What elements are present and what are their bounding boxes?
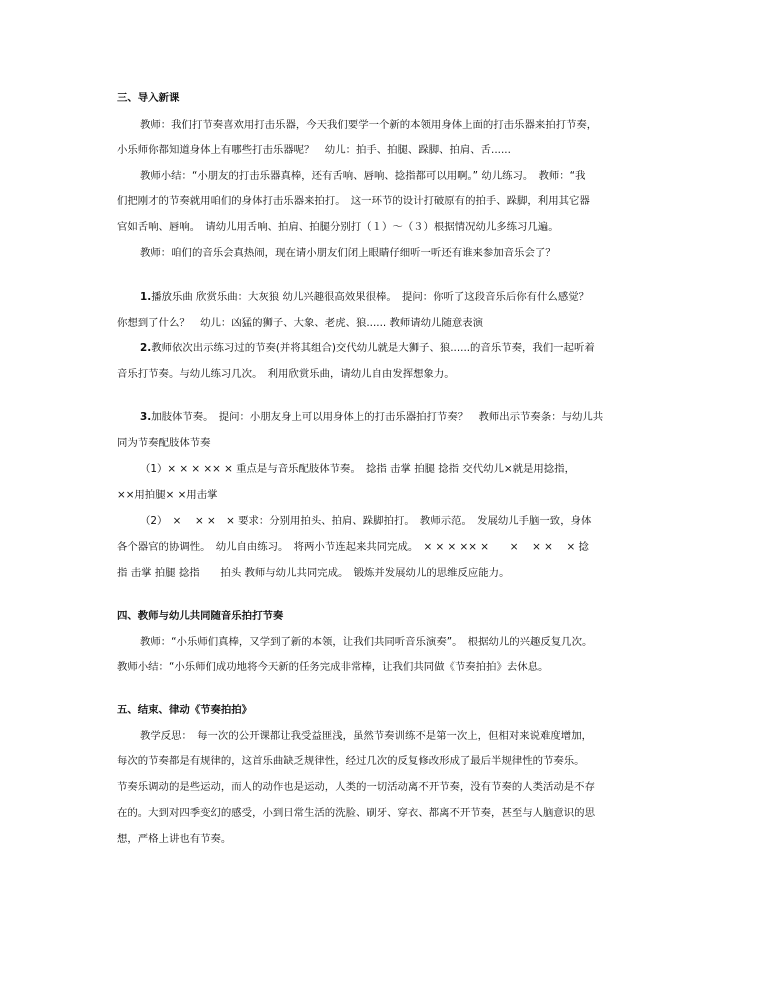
- section-heading-3: 三、导入新课: [117, 92, 180, 104]
- paragraph-line: 教师小结：“小朋友的打击乐器真棒，还有舌响、唇响、捻指都可以用啊。” 幼儿练习。 教师：“我: [140, 170, 586, 182]
- list-item-text: 教师依次出示练习过的节奏(并将其组合)交代幼儿就是大狮子、狼......的音乐节奏，我们一起听着: [151, 342, 595, 354]
- paragraph-line: 教师：我们打节奏喜欢用打击乐器，今天我们要学一个新的本领用身体上面的打击乐器来拍打节奏，: [140, 119, 598, 131]
- section-heading-4: 四、教师与幼儿共同随音乐拍打节奏: [117, 610, 284, 622]
- rhythm-line: （2） × × × × 要求：分别用拍头、拍肩、跺脚拍打。 教师示范。 发展幼儿手脑一致，身体: [140, 515, 592, 527]
- list-item-number: 1.: [140, 291, 152, 303]
- paragraph-line: 教师：“小乐师们真棒，又学到了新的本领，让我们共同听音乐演奏”。 根据幼儿的兴趣反复几次。: [140, 636, 593, 648]
- paragraph-line: 节奏乐调动的是些运动，而人的动作也是运动，人类的一切活动离不开节奏，没有节奏的人类活动是不存: [117, 781, 595, 793]
- paragraph-line: 教学反思： 每一次的公开课都让我受益匪浅，虽然节奏训练不是第一次上，但相对来说难度增加，: [140, 730, 592, 742]
- list-item-number: 2.: [140, 342, 152, 354]
- paragraph-line: 小乐师你都知道身体上有哪些打击乐器呢？ 幼儿：拍手、拍腿、跺脚、拍肩、舌......: [117, 144, 511, 156]
- paragraph-line: 你想到了什么？ 幼儿：凶猛的狮子、大象、老虎、狼...... 教师请幼儿随意表演: [117, 317, 484, 329]
- paragraph-line: 官如舌响、唇响。 请幼儿用舌响、拍肩、拍腿分别打（１）～（３）根据情况幼儿多练习几遍。: [117, 221, 559, 233]
- paragraph-line: 同为节奏配肢体节奏: [117, 437, 211, 449]
- paragraph-line: 们把刚才的节奏就用咱们的身体打击乐器来拍打。 这一环节的设计打破原有的拍手、跺脚，利用其它器: [117, 195, 590, 207]
- rhythm-line: 指 击掌 拍腿 捻指 拍头 教师与幼儿共同完成。 锻炼并发展幼儿的思维反应能力。: [117, 567, 510, 579]
- list-item-1: [140, 290, 589, 304]
- paragraph-line: 每次的节奏都是有规律的，这首乐曲缺乏规律性，经过几次的反复修改形成了最后半规律性的节奏乐。: [117, 755, 585, 767]
- paragraph-line: 教师：咱们的音乐会真热闹，现在请小朋友们闭上眼睛仔细听一听还有谁来参加音乐会了？: [140, 247, 556, 259]
- rhythm-line: ××用拍腿× ×用击掌: [117, 489, 218, 501]
- paragraph-line: 在的。大到对四季变幻的感受，小到日常生活的洗脸、刷牙、穿衣、都离不开节奏，甚至与人脑意识的思: [117, 807, 595, 819]
- list-item-3: [140, 410, 603, 424]
- list-item-number: 3.: [140, 411, 152, 423]
- list-item-text: 加肢体节奏。 提问：小朋友身上可以用身体上的打击乐器拍打节奏？ 教师出示节奏条：与幼儿共: [151, 411, 604, 423]
- rhythm-line: （1）× × × ×× × 重点是与音乐配肢体节奏。 捻指 击掌 拍腿 捻指 交代幼儿×就是用捻指，: [140, 463, 575, 475]
- paragraph-line: 想，严格上讲也有节奏。: [117, 833, 232, 845]
- section-heading-5: 五、结束、律动《节奏拍拍》: [117, 704, 253, 716]
- list-item-text: 播放乐曲 欣赏乐曲：大灰狼 幼儿兴趣很高效果很棒。 提问：你听了这段音乐后你有什么感觉？: [151, 291, 589, 303]
- paragraph-line: 音乐打节奏。与幼儿练习几次。 利用欣赏乐曲，请幼儿自由发挥想象力。: [117, 368, 455, 380]
- list-item-2: [140, 341, 595, 355]
- paragraph-line: 教师小结：“小乐师们成功地将今天新的任务完成非常棒，让我们共同做《节奏拍拍》去休息。: [117, 661, 549, 673]
- rhythm-line: 各个器官的协调性。 幼儿自由练习。 将两小节连起来共同完成。 × × × ×× × × × × × 捻: [117, 541, 589, 553]
